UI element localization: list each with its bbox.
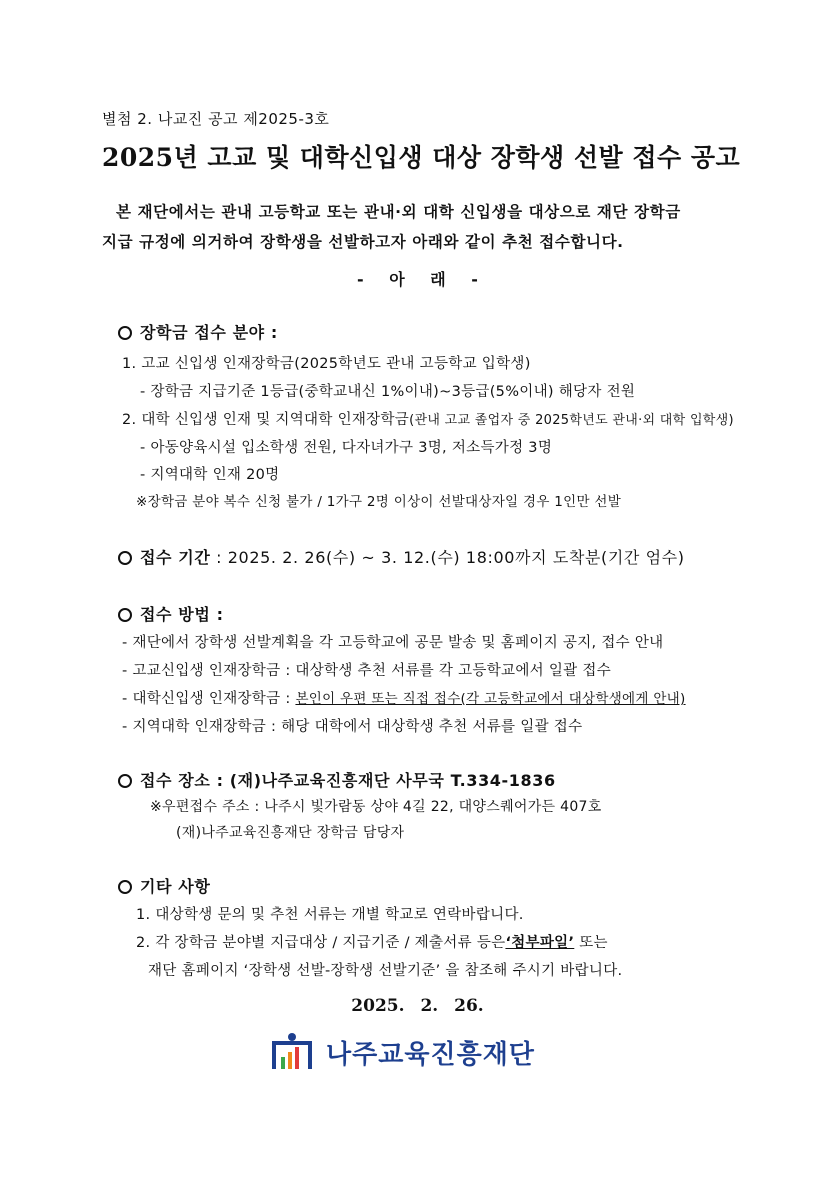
method-line-4: - 지역대학 인재장학금 : 해당 대학에서 대상학생 추천 서류를 일괄 접수 [122,719,583,735]
circle-bullet-icon [118,774,132,788]
page-title: 2025년 고교 및 대학신입생 대상 장학생 선발 접수 공고 [102,143,741,172]
field-item-2-quota: - 아동양육시설 입소학생 전원, 다자녀가구 3명, 저소득가정 3명 [140,440,553,456]
circle-bullet-icon [118,608,132,622]
section-place-heading [118,768,556,791]
section-field-heading-text: 장학금 접수 분야 : [140,323,278,342]
etc-line-3: 재단 홈페이지 ‘장학생 선발-장학생 선발기준’ 을 참조해 주시기 바랍니다. [148,963,623,979]
section-etc-heading [118,874,210,897]
method-line-1: - 재단에서 장학생 선발계획을 각 고등학교에 공문 발송 및 홈페이지 공지, 접수 안내 [122,635,664,651]
circle-bullet-icon [118,880,132,894]
circle-bullet-icon [118,326,132,340]
field-item-2-qualifier: (관내 고교 졸업자 중 2025학년도 관내·외 대학 입학생) [409,413,734,428]
ahrae-divider: - 아 래 - [357,270,478,289]
section-period [118,545,685,568]
place-postal-address: ※우편접수 주소 : 나주시 빛가람동 상야 4길 22, 대양스퀘어가든 407호 [150,799,602,815]
intro-line-2: 지급 규정에 의거하여 장학생을 선발하고자 아래와 같이 추천 접수합니다. [102,233,624,251]
field-item-1: 1. 고교 신입생 인재장학금(2025학년도 관내 고등학교 입학생) [122,356,531,372]
circle-bullet-icon [118,551,132,565]
section-place-heading-text: 접수 장소 : (재)나주교육진흥재단 사무국 T.334-1836 [140,771,556,790]
etc-line-1: 1. 대상학생 문의 및 추천 서류는 개별 학교로 연락바랍니다. [136,907,524,923]
intro-line-1: 본 재단에서는 관내 고등학교 또는 관내·외 대학 신입생을 대상으로 재단 장학금 [116,203,681,221]
etc-line-2 [136,931,608,952]
announcement-date: 2025. 2. 26. [351,996,484,1016]
section-field-heading [118,320,278,343]
method-line-3-detail: 본인이 우편 또는 직접 접수(각 고등학교에서 대상학생에게 안내) [295,691,686,707]
etc-line-2-text: 2. 각 장학금 분야별 지급대상 / 지급기준 / 제출서류 등은 [136,935,506,951]
field-note: ※장학금 분야 복수 신청 불가 / 1가구 2명 이상이 선발대상자일 경우 1인만 선발 [136,494,622,510]
section-method-heading [118,602,224,625]
field-item-2-regional: - 지역대학 인재 20명 [140,467,280,483]
foundation-logo-icon [270,1032,314,1072]
method-line-3-label: - 대학신입생 인재장학금 : [122,691,296,707]
etc-line-2-tail: 또는 [574,935,608,951]
method-line-2: - 고교신입생 인재장학금 : 대상학생 추천 서류를 각 고등학교에서 일괄 접수 [122,663,612,679]
foundation-name: 나주교육진흥재단 [326,1039,535,1070]
section-etc-heading-text: 기타 사항 [140,877,211,896]
place-contact-person: (재)나주교육진흥재단 장학금 담당자 [176,825,405,841]
section-method-heading-text: 접수 방법 : [140,605,224,624]
field-item-2 [122,408,734,429]
attachment-file-reference: ‘첨부파일’ [505,935,575,951]
attachment-reference: 별첨 2. 나교진 공고 제2025-3호 [102,110,330,128]
section-period-heading: 접수 기간 [140,548,211,567]
section-period-detail: : 2025. 2. 26(수) ~ 3. 12.(수) 18:00까지 도착분(기간 엄수) [210,548,685,567]
method-line-3 [122,687,686,708]
field-item-1-criteria: - 장학금 지급기준 1등급(중학교내신 1%이내)~3등급(5%이내) 해당자 전원 [140,384,636,400]
foundation-logo [270,1030,535,1074]
field-item-2-main: 2. 대학 신입생 인재 및 지역대학 인재장학금 [122,412,410,428]
